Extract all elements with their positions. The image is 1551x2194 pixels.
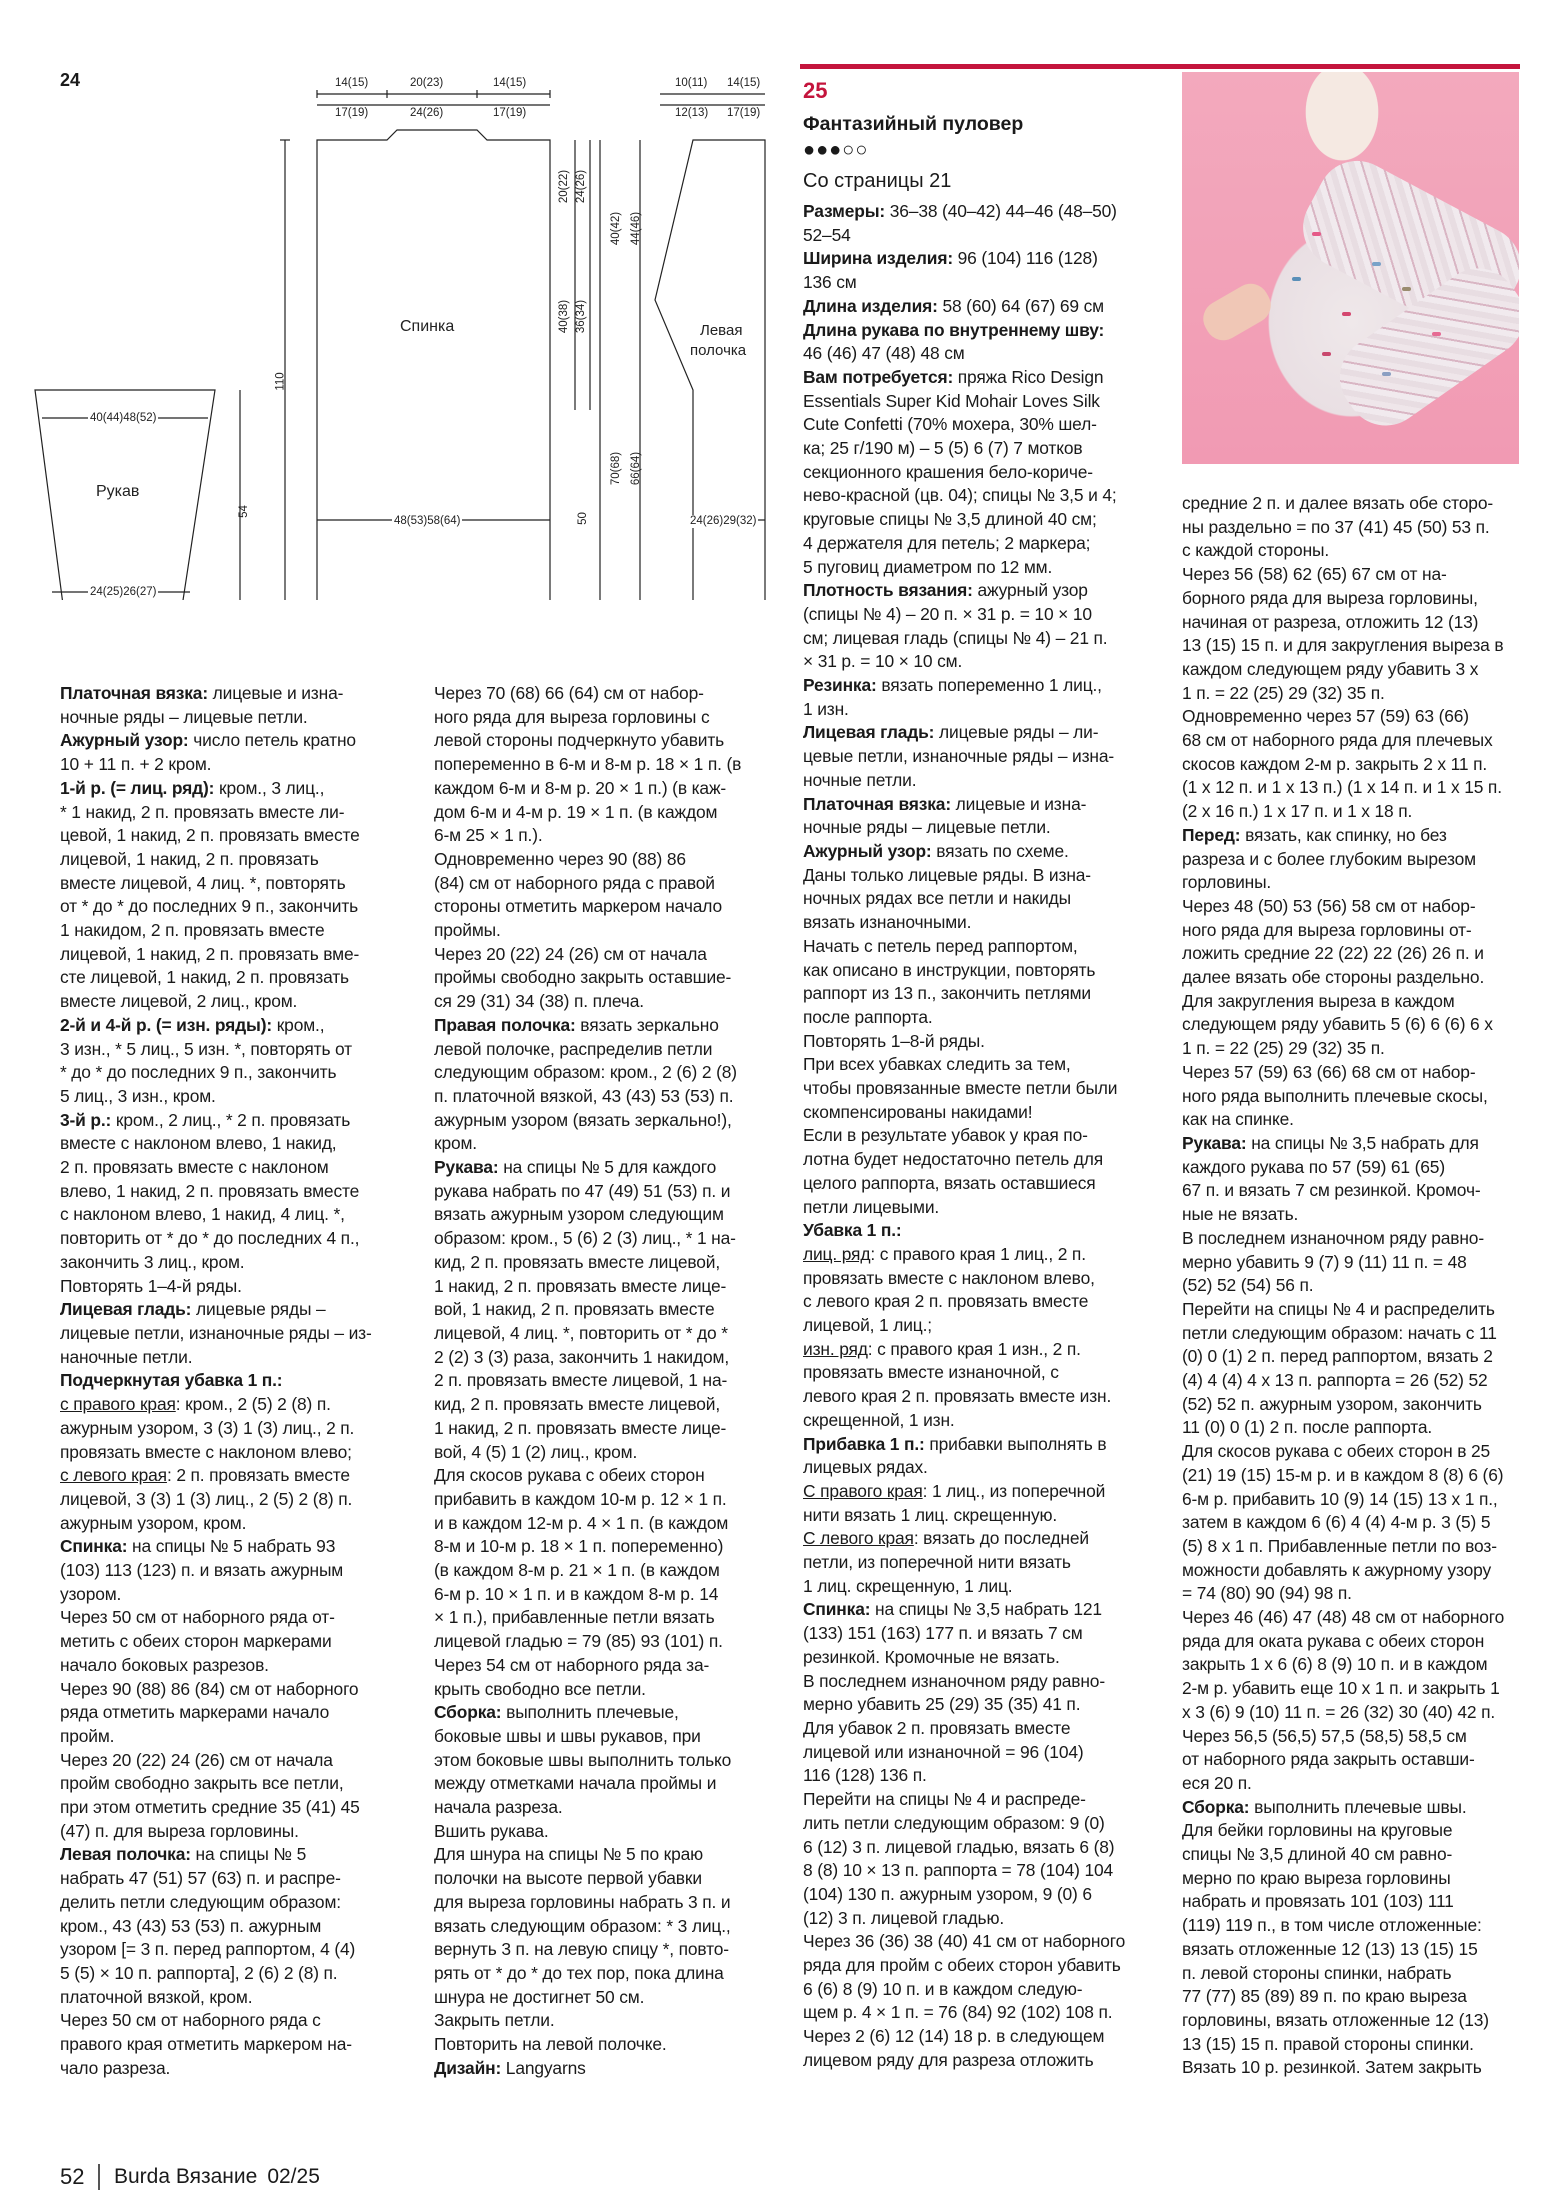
back-top-dim-2: 20(23) — [410, 77, 444, 89]
difficulty-dot-filled-icon: ●●● — [803, 139, 843, 161]
footer-issue: 02/25 — [267, 2165, 320, 2188]
sleeve-height: 54 — [237, 505, 250, 518]
front-top-dim-1: 10(11) — [675, 77, 708, 89]
schematics-drawing — [0, 0, 780, 600]
difficulty-rating — [803, 139, 868, 162]
difficulty-dot-empty-icon: ○○ — [842, 139, 869, 161]
back-top-dim-3: 14(15) — [493, 77, 527, 89]
front-top-dim-4: 17(19) — [727, 107, 761, 119]
front-outline — [655, 140, 765, 600]
column-3: Размеры: 36–38 (40–42) 44–46 (48–50) 52–54 Ширина изделия: 96 (104) 116 (128) 136 см Длина изделия: 58 (60) 64 (67) 69 см Длина рукава по внутреннему шву: 46 (46) 47 (48) 48 см Вам потребуется: пряжа Rico Design Essentials Super Kid Mohair Loves Silk Cute Confetti (70% мохера, 30% шел- ка; 25 г/190 м) – 5 (5) 6 (7) 7 мотков секционного крашения бело-кориче- нево-красной (цв. 04); спицы № 3,5 и 4; круговые спицы № 3,5 длиной 40 см; 4 держателя для петель; 2 маркера; 5 пуговиц диаметром по 12 мм. Плотность вязания: ажурный узор (спицы № 4) – 20 п. × 31 р. = 10 × 10 см; лицевая гладь (спицы № 4) – 21 п. × 31 р. = 10 × 10 см. Резинка: вязать попеременно 1 лиц., 1 изн. Лицевая гладь: лицевые ряды – ли- цевые петли, изнаночные ряды – изна- ночные петли. Платочная вязка: лицевые и изна- ночные ряды – лицевые петли. Ажурный узор: вязать по схеме. Даны только лицевые ряды. В изна- ночных рядах все петли и накиды вязать изнаночными. Начать с петель перед раппортом, как описано в инструкции, повторять раппорт из 13 п., закончить петлями после раппорта. Повторять 1–8-й ряды. При всех убавках следить за тем, чтобы провязанные вместе петли были скомпенсированы накидами! Если в результате убавок у края по- лотна будет недостаточно петель для целого раппорта, вязать оставшиеся петли лицевыми. Убавка 1 п.: лиц. ряд: с правого края 1 лиц., 2 п. провязать вместе с наклоном влево, с левого края 2 п. провязать вместе лицевой, 1 лиц.; изн. ряд: с правого края 1 изн., 2 п. провязать вместе изнаночной, с левого края 2 п. провязать вместе изн. скрещенной, 1 изн. Прибавка 1 п.: прибавки выполнять в лицевых рядах. С правого края: 1 лиц., из поперечной нити вязать 1 лиц. скрещенную. С левого края: вязать до последней петли, из поперечной нити вязать 1 лиц. скрещенную, 1 лиц. Спинка: на спицы № 3,5 набрать 121 (133) 151 (163) 177 п. и вязать 7 см резинкой. Кромочные не вязать. В последнем изнаночном ряду равно- мерно убавить 25 (29) 35 (35) 41 п. Для убавок 2 п. провязать вместе лицевой или изнаночной = 96 (104) 116 (128) 136 п. Перейти на спицы № 4 и распреде- лить петли следующим образом: 9 (0) 6 (12) 3 п. лицевой гладью, вязать 6 (8) 8 (8) 10 × 13 п. раппорта = 78 (104) 104 (104) 130 п. ажурным узором, 9 (0) 6 (12) 3 п. лицевой гладью. Через 36 (36) 38 (40) 41 см от наборного ряда для пройм с обеих сторон убавить 6 (6) 8 (9) 10 п. и в каждом следую- щем р. 4 × 1 п. = 76 (84) 92 (102) 108 п. Через 2 (6) 12 (14) 18 р. в следующем лицевом ряду для разреза отложить — [803, 201, 1126, 2070]
back-top-dim-5: 24(26) — [410, 107, 444, 119]
pattern-title: Фантазийный пуловер — [803, 113, 1024, 135]
back-side-1: 40(38) — [558, 299, 571, 334]
hand-photo — [1197, 277, 1278, 347]
page-header-number: 24 — [60, 70, 81, 90]
front-dim-2: 44(46) — [630, 211, 643, 246]
footer-magazine: Burda Вязание — [113, 2165, 258, 2188]
front-dim-1: 40(42) — [610, 211, 623, 246]
back-height-lower: 50 — [576, 512, 589, 525]
column-2: Через 70 (68) 66 (64) см от набор- ного ряда для выреза горловины с левой стороны подчеркнуто убавить попеременно в 6-м и 8-м р. 18 × 1 п. (в каждом 6-м и 8-м р. 20 × 1 п.) (в каж- дом 6-м и 4-м р. 19 × 1 п. (в каждом 6-м 25 × 1 п.). Одновременно через 90 (88) 86 (84) см от наборного ряда с правой стороны отметить маркером начало проймы. Через 20 (22) 24 (26) см от начала проймы свободно закрыть оставшие- ся 29 (31) 34 (38) п. плеча. Правая полочка: вязать зеркально левой полочке, распределив петли следующим образом: кром., 2 (6) 2 (8) п. платочной вязкой, 43 (43) 53 (53) п. ажурным узором (вязать зеркально!), кром. Рукава: на спицы № 5 для каждого рукава набрать по 47 (49) 51 (53) п. и вязать ажурным узором следующим образом: кром., 5 (6) 2 (3) лиц., * 1 на- кид, 2 п. провязать вместе лицевой, 1 накид, 2 п. провязать вместе лице- вой, 1 накид, 2 п. провязать вместе лицевой, 4 лиц. *, повторить от * до * 2 (2) 3 (3) раза, закончить 1 накидом, 2 п. провязать вместе лицевой, 1 на- кид, 2 п. провязать вместе лицевой, 1 накид, 2 п. провязать вместе лице- вой, 4 (5) 1 (2) лиц., кром. Для скосов рукава с обеих сторон прибавить в каждом 10-м р. 12 × 1 п. и в каждом 12-м р. 4 × 1 п. (в каждом 8-м и 10-м р. 18 × 1 п. попеременно) (в каждом 8-м р. 21 × 1 п. (в каждом 6-м р. 10 × 1 п. и в каждом 8-м р. 14 × 1 п.), прибавленные петли вязать лицевой гладью = 79 (85) 93 (101) п. Через 54 см от наборного ряда за- крыть свободно все петли. Сборка: выполнить плечевые, боковые швы и швы рукавов, при этом боковые швы выполнить только между отметками начала проймы и начала разреза. Вшить рукава. Для шнура на спицы № 5 по краю полочки на высоте первой убавки для выреза горловины набрать 3 п. и вязать следующим образом: * 3 лиц., вернуть 3 п. на левую спицу *, повто- рять от * до * до тех пор, пока длина шнура не достигнет 50 см. Закрыть петли. Повторить на левой полочке. Дизайн: Langyarns — [434, 683, 742, 2078]
pattern-number: 25 — [803, 78, 828, 103]
back-outline — [317, 130, 550, 600]
sleeve-top-width: 40(44)48(52) — [90, 412, 157, 424]
page-reference: Со страницы 21 — [803, 170, 952, 192]
front-dim-3: 70(68) — [610, 451, 623, 486]
sleeve-bottom-width: 24(25)26(27) — [90, 586, 157, 598]
back-armhole-1: 20(22) — [558, 169, 571, 204]
front-dim-4: 66(64) — [630, 451, 643, 486]
back-top-dim-6: 17(19) — [493, 107, 527, 119]
back-top-dim-1: 14(15) — [335, 77, 369, 89]
front-label-line2: полочка — [690, 342, 747, 359]
footer-divider — [98, 2164, 100, 2190]
accent-rule — [800, 64, 1520, 69]
back-width: 48(53)58(64) — [394, 515, 461, 527]
footer-page-number: 52 — [60, 2164, 85, 2189]
front-top-dim-2: 14(15) — [727, 77, 761, 89]
front-label-line1: Левая — [700, 322, 743, 339]
front-top-dim-3: 12(13) — [675, 107, 709, 119]
back-top-dim-4: 17(19) — [335, 107, 369, 119]
column-4: средние 2 п. и далее вязать обе сторо- ны раздельно = по 37 (41) 45 (50) 53 п. с каждой стороны. Через 56 (58) 62 (65) 67 см от на- борного ряда для выреза горловины, начиная от разреза, отложить 12 (13) 13 (15) 15 п. и для закругления выреза в каждом следующем ряду убавить 3 х 1 п. = 22 (25) 29 (32) 35 п. Одновременно через 57 (59) 63 (66) 68 см от наборного ряда для плечевых скосов каждом 2-м р. закрыть 2 х 11 п. (1 х 12 п. и 1 х 13 п.) (1 х 14 п. и 1 х 15 п. (2 х 16 п.) 1 х 17 п. и 1 х 18 п. Перед: вязать, как спинку, но без разреза и с более глубоким вырезом горловины. Через 48 (50) 53 (56) 58 см от набор- ного ряда для выреза горловины от- ложить средние 22 (22) 22 (26) 26 п. и далее вязать обе стороны раздельно. Для закругления выреза в каждом следующем ряду убавить 5 (6) 6 (6) 6 х 1 п. = 22 (25) 29 (32) 35 п. Через 57 (59) 63 (66) 68 см от набор- ного ряда выполнить плечевые скосы, как на спинке. Рукава: на спицы № 3,5 набрать для каждого рукава по 57 (59) 61 (65) 67 п. и вязать 7 см резинкой. Кромоч- ные не вязать. В последнем изнаночном ряду равно- мерно убавить 9 (7) 9 (11) 11 п. = 48 (52) 52 (54) 56 п. Перейти на спицы № 4 и распределить петли следующим образом: начать с 11 (0) 0 (1) 2 п. перед раппортом, вязать 2 (4) 4 (4) 4 х 13 п. раппорта = 26 (52) 52 (52) 52 п. ажурным узором, закончить 11 (0) 0 (1) 2 п. после раппорта. Для скосов рукава с обеих сторон в 25 (21) 19 (15) 15-м р. и в каждом 8 (8) 6 (6) 6-м р. прибавить 10 (9) 14 (15) 13 х 1 п., затем в каждом 6 (6) 4 (4) 4-м р. 3 (5) 5 (5) 8 х 1 п. Прибавленные петли по воз- можности добавлять к ажурному узору = 74 (80) 90 (94) 98 п. Через 46 (46) 47 (48) 48 см от наборного ряда для оката рукава с обеих сторон закрыть 1 х 6 (6) 8 (9) 10 п. и в каждом 2-м р. убавить еще 10 х 1 п. и закрыть 1 х 3 (6) 9 (10) 11 п. = 26 (32) 30 (40) 42 п. Через 56,5 (56,5) 57,5 (58,5) 58,5 см от наборного ряда закрыть оставши- еся 20 п. Сборка: выполнить плечевые швы. Для бейки горловины на круговые спицы № 3,5 длиной 40 см равно- мерно по краю выреза горловины набрать и провязать 101 (103) 111 (119) 119 п., в том числе отложенные: вязать отложенные 12 (13) 13 (15) 15 п. левой стороны спинки, набрать 77 (77) 85 (89) 89 п. по краю выреза горловины, вязать отложенные 12 (13) 13 (15) 15 п. правой стороны спинки. Вязать 10 р. резинкой. Затем закрыть — [1182, 493, 1505, 2078]
footer — [60, 2163, 320, 2191]
sleeve-label: Рукав — [96, 483, 140, 500]
back-side-2: 36(34) — [575, 299, 588, 334]
back-height-total: 110 — [274, 372, 287, 391]
column-1: Платочная вязка: лицевые и изна- ночные ряды – лицевые петли. Ажурный узор: число петель кратно 10 + 11 п. + 2 кром. 1-й р. (= лиц. ряд): кром., 3 лиц., * 1 накид, 2 п. провязать вместе ли- цевой, 1 накид, 2 п. провязать вместе лицевой, 1 накид, 2 п. провязать вместе лицевой, 4 лиц. *, повторять от * до * до последних 9 п., закончить 1 накидом, 2 п. провязать вместе лицевой, 1 накид, 2 п. провязать вме- сте лицевой, 1 накид, 2 п. провязать вместе лицевой, 2 лиц., кром. 2-й и 4-й р. (= изн. ряды): кром., 3 изн., * 5 лиц., 5 изн. *, повторять от * до * до последних 9 п., закончить 5 лиц., 3 изн., кром. 3-й р.: кром., 2 лиц., * 2 п. провязать вместе с наклоном влево, 1 накид, 2 п. провязать вместе с наклоном влево, 1 накид, 2 п. провязать вместе с наклоном влево, 1 накид, 4 лиц. *, повторить от * до * до последних 4 п., закончить 3 лиц., кром. Повторять 1–4-й ряды. Лицевая гладь: лицевые ряды – лицевые петли, изнаночные ряды – из- наночные петли. Подчеркнутая убавка 1 п.: с правого края: кром., 2 (5) 2 (8) п. ажурным узором, 3 (3) 1 (3) лиц., 2 п. провязать вместе с наклоном влево; с левого края: 2 п. провязать вместе лицевой, 3 (3) 1 (3) лиц., 2 (5) 2 (8) п. ажурным узором, кром. Спинка: на спицы № 5 набрать 93 (103) 113 (123) п. и вязать ажурным узором. Через 50 см от наборного ряда от- метить с обеих сторон маркерами начало боковых разрезов. Через 90 (88) 86 (84) см от наборного ряда отметить маркерами начало пройм. Через 20 (22) 24 (26) см от начала пройм свободно закрыть все петли, при этом отметить средние 35 (41) 45 (47) п. для выреза горловины. Левая полочка: на спицы № 5 набрать 47 (51) 57 (63) п. и распре- делить петли следующим образом: кром., 43 (43) 53 (53) п. ажурным узором [= 3 п. перед раппортом, 4 (4) 5 (5) × 10 п. раппорта], 2 (6) 2 (8) п. платочной вязкой, кром. Через 50 см от наборного ряда с правого края отметить маркером на- чало разреза. — [60, 683, 372, 2078]
front-width: 24(26)29(32) — [690, 515, 757, 527]
back-armhole-2: 24(26) — [575, 169, 588, 204]
sweater-photo — [1182, 72, 1519, 464]
back-label: Спинка — [400, 318, 455, 335]
